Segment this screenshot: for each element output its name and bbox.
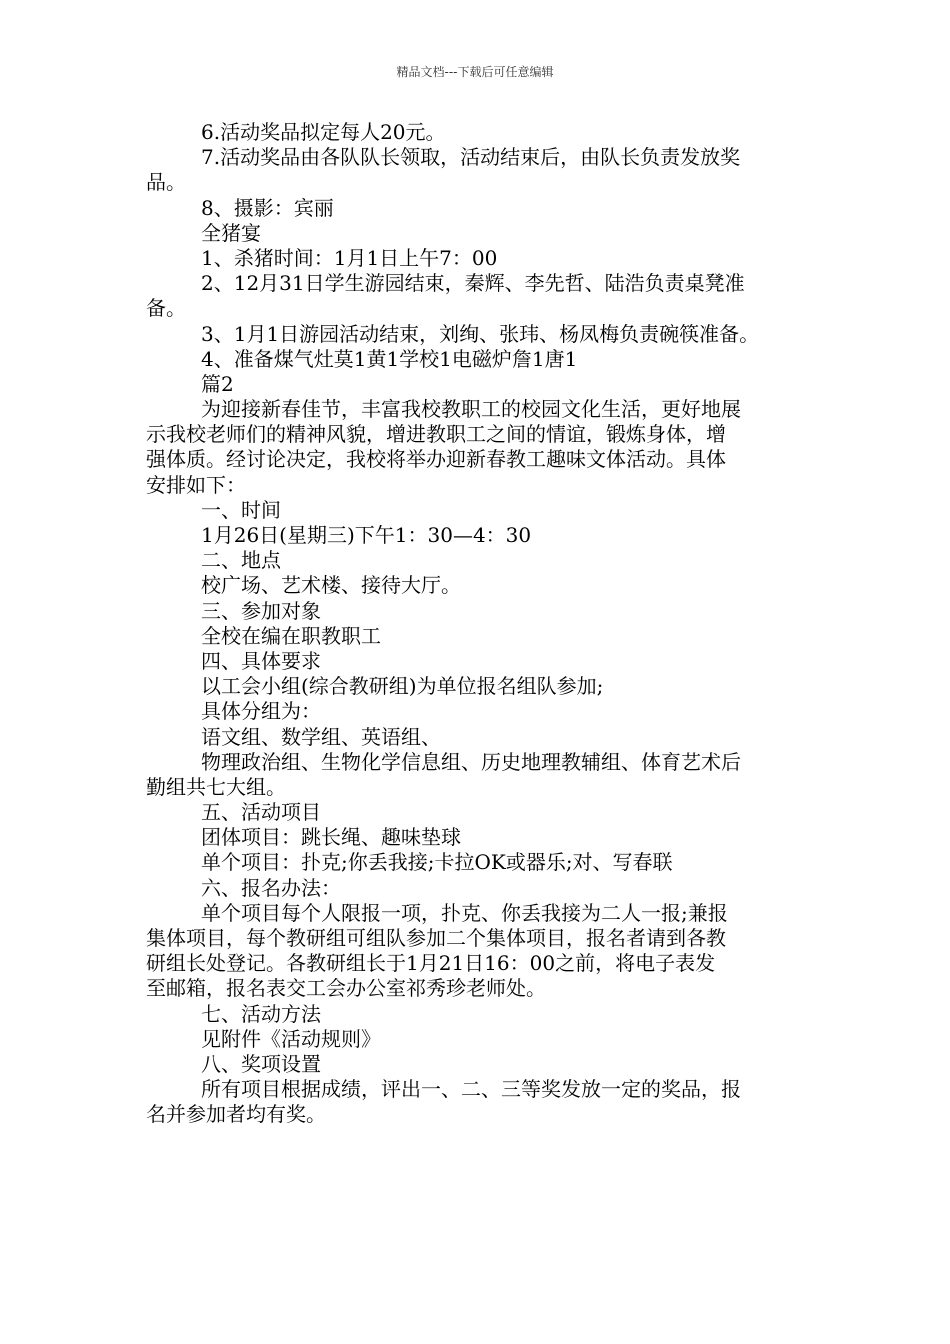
paragraph-line: 备。 [146, 296, 186, 321]
paragraph-line: 名并参加者均有奖。 [146, 1102, 326, 1127]
paragraph-line: 示我校老师们的精神风貌，增进教职工之间的情谊，锻炼身体，增 [146, 422, 726, 447]
paragraph-line: 语文组、数学组、英语组、 [201, 724, 441, 749]
paragraph-line: 全校在编在职教职工 [201, 623, 381, 648]
paragraph-line: 品。 [146, 170, 186, 195]
paragraph-line: 具体分组为： [201, 699, 321, 724]
section-heading: 六、报名办法： [201, 875, 341, 900]
paragraph-line: 强体质。经讨论决定，我校将举办迎新春教工趣味文体活动。具体 [146, 447, 726, 472]
document-body [146, 120, 810, 1128]
paragraph-line: 物理政治组、生物化学信息组、历史地理教辅组、体育艺术后 [201, 749, 741, 774]
section-heading: 三、参加对象 [201, 598, 321, 623]
paragraph-line: 至邮箱，报名表交工会办公室祁秀珍老师处。 [146, 976, 546, 1001]
paragraph-line: 4、准备煤气灶莫1黄1学校1电磁炉詹1唐1 [201, 346, 578, 371]
paragraph-line: 集体项目，每个教研组可组队参加二个集体项目，报名者请到各教 [146, 926, 726, 950]
section-heading: 四、具体要求 [201, 648, 321, 673]
page-header: 精品文档---下载后可任意编辑 [396, 65, 554, 79]
paragraph-line: 6.活动奖品拟定每人20元。 [201, 120, 446, 144]
paragraph-line: 以工会小组(综合教研组)为单位报名组队参加; [201, 674, 604, 699]
paragraph-line: 研组长处登记。各教研组长于1月21日16：00之前，将电子表发 [146, 951, 716, 976]
paragraph-line: 1月26日(星期三)下午1：30—4：30 [201, 523, 532, 547]
paragraph-line: 为迎接新春佳节，丰富我校教职工的校园文化生活，更好地展 [201, 397, 741, 422]
paragraph-line: 团体项目：跳长绳、趣味垫球 [201, 825, 461, 850]
section-heading: 一、时间 [201, 497, 281, 522]
paragraph-line: 单个项目每个人限报一项，扑克、你丢我接为二人一报;兼报 [201, 900, 728, 925]
section-title: 全猪宴 [201, 220, 261, 245]
paragraph-line: 见附件《活动规则》 [201, 1026, 381, 1051]
paragraph-line: 1、杀猪时间：1月1日上午7：00 [201, 245, 498, 270]
paragraph-line: 7.活动奖品由各队队长领取，活动结束后，由队长负责发放奖 [201, 145, 741, 170]
paragraph-line: 校广场、艺术楼、接待大厅。 [201, 573, 461, 598]
section-title: 篇2 [201, 371, 234, 396]
paragraph-line: 所有项目根据成绩，评出一、二、三等奖发放一定的奖品，报 [201, 1077, 741, 1102]
paragraph-line: 单个项目：扑克;你丢我接;卡拉OK或器乐;对、写春联 [201, 850, 673, 875]
section-heading: 五、活动项目 [201, 800, 321, 825]
paragraph-line: 3、1月1日游园活动结束，刘绚、张玮、杨凤梅负责碗筷准备。 [201, 321, 760, 346]
section-heading: 七、活动方法 [201, 1001, 321, 1026]
paragraph-line: 勤组共七大组。 [146, 774, 286, 799]
section-heading: 二、地点 [201, 548, 281, 573]
paragraph-line: 2、12月31日学生游园结束，秦辉、李先哲、陆浩负责桌凳准 [201, 271, 745, 296]
paragraph-line: 8、摄影：宾丽 [201, 195, 334, 220]
section-heading: 八、奖项设置 [201, 1051, 321, 1076]
paragraph-line: 安排如下： [146, 472, 246, 497]
